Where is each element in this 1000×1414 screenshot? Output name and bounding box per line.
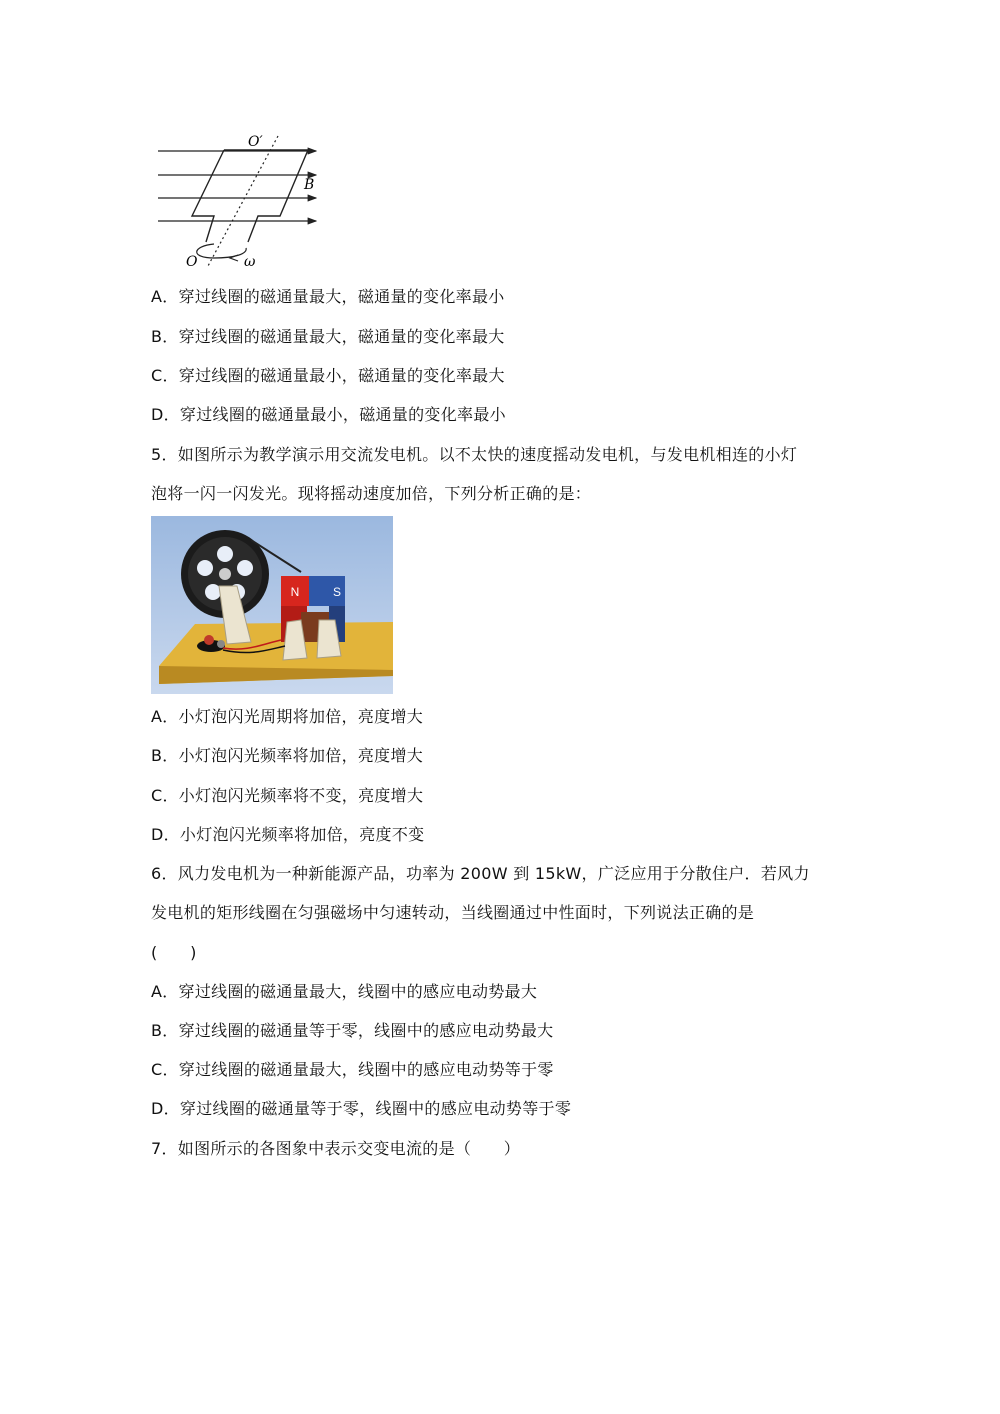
- rotation-axis: [208, 136, 278, 266]
- q6-option-c: C．穿过线圈的磁通量最大，线圈中的感应电动势等于零: [151, 1060, 554, 1079]
- magnet-s-label: S: [332, 585, 342, 599]
- q6-option-a: A．穿过线圈的磁通量最大，线圈中的感应电动势最大: [151, 982, 538, 1001]
- coil-outline: [192, 150, 308, 242]
- q5-option-c: C．小灯泡闪光频率将不变，亮度增大: [151, 786, 424, 805]
- q6-stem-line3: ( ): [151, 943, 197, 962]
- q5-option-b: B．小灯泡闪光频率将加倍，亮度增大: [151, 746, 424, 765]
- q5-option-d: D．小灯泡闪光频率将加倍，亮度不变: [151, 825, 425, 844]
- q6-option-d: D．穿过线圈的磁通量等于零，线圈中的感应电动势等于零: [151, 1099, 572, 1118]
- q7-stem: 7．如图所示的各图象中表示交变电流的是（ ）: [151, 1139, 521, 1158]
- q4-option-a: A．穿过线圈的磁通量最大，磁通量的变化率最小: [151, 287, 505, 306]
- q4-option-c: C．穿过线圈的磁通量最小，磁通量的变化率最大: [151, 366, 505, 385]
- q6-option-b: B．穿过线圈的磁通量等于零，线圈中的感应电动势最大: [151, 1021, 554, 1040]
- q6-stem-line2: 发电机的矩形线圈在匀强磁场中匀速转动，当线圈通过中性面时，下列说法正确的是: [151, 903, 755, 922]
- label-omega: ω: [244, 254, 256, 270]
- label-o: O: [186, 254, 198, 270]
- rotation-arrow-icon: [197, 244, 246, 258]
- ac-generator-photo: [151, 516, 393, 694]
- q5-option-a: A．小灯泡闪光周期将加倍，亮度增大: [151, 707, 424, 726]
- q6-stem-line1: 6．风力发电机为一种新能源产品，功率为 200W 到 15kW，广泛应用于分散住户．若风力: [151, 864, 810, 883]
- label-o-prime: O′: [248, 134, 263, 150]
- q5-stem-line2: 泡将一闪一闪发光。现将摇动速度加倍，下列分析正确的是：: [151, 484, 592, 503]
- label-b: B: [304, 177, 315, 193]
- q5-stem-line1: 5．如图所示为教学演示用交流发电机。以不太快的速度摇动发电机，与发电机相连的小灯: [151, 445, 798, 464]
- q4-option-b: B．穿过线圈的磁通量最大，磁通量的变化率最大: [151, 327, 505, 346]
- magnet-n-label: N: [290, 585, 300, 599]
- coil-in-magnetic-field-figure: [152, 130, 322, 270]
- q4-option-d: D．穿过线圈的磁通量最小，磁通量的变化率最小: [151, 405, 506, 424]
